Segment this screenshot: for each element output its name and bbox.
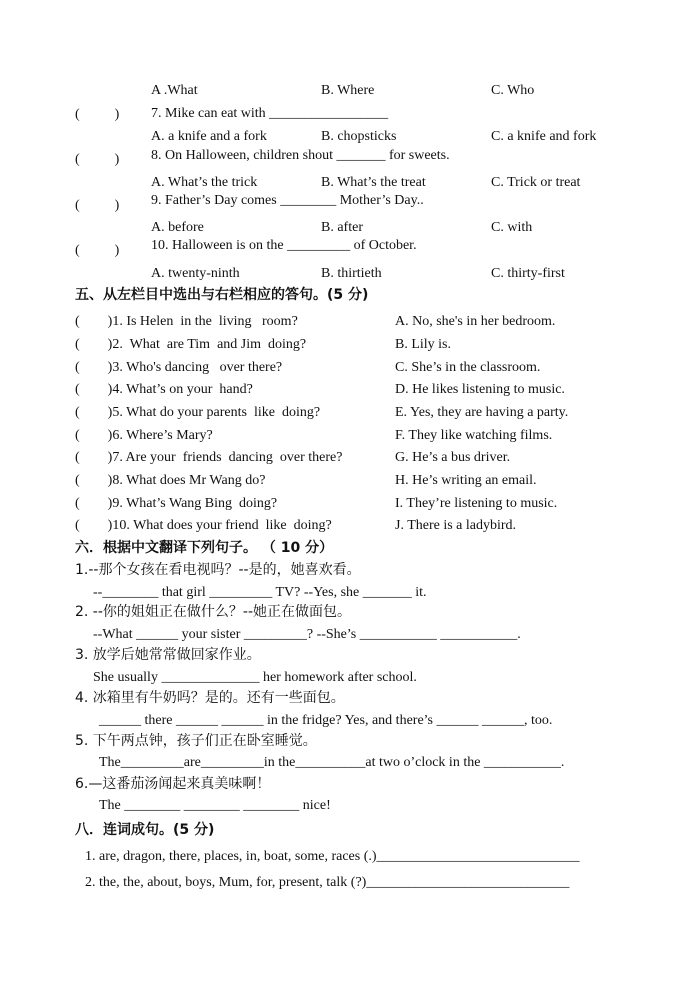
option-a: A. a knife and a fork <box>151 129 267 144</box>
word-order-item: 2. the, the, about, boys, Mum, for, present, talk (?)_____________________________ <box>85 875 570 890</box>
q6-option-a: A .What <box>151 83 198 98</box>
answer-paren: ( ) <box>75 152 120 167</box>
english-blank-line: She usually ______________ her homework after school. <box>93 670 417 685</box>
matching-question: ( )8. What does Mr Wang do? <box>75 473 266 488</box>
chinese-prompt: 4. 冰箱里有牛奶吗？是的。还有一些面包。 <box>75 690 345 706</box>
chinese-prompt: 3. 放学后她常常做回家作业。 <box>75 647 261 663</box>
matching-answer: E. Yes, they are having a party. <box>395 405 569 420</box>
matching-answer: C. She’s in the classroom. <box>395 360 541 375</box>
matching-question: ( )4. What’s on your hand? <box>75 382 253 397</box>
option-c: C. thirty-first <box>491 266 565 281</box>
answer-paren: ( ) <box>75 243 120 258</box>
english-blank-line: --What ______ your sister _________? --She’s ___________ ___________. <box>93 627 521 642</box>
option-a: A. twenty-ninth <box>151 266 240 281</box>
word-order-item: 1. are, dragon, there, places, in, boat, some, races (.)_____________________________ <box>85 849 580 864</box>
matching-answer: G. He’s a bus driver. <box>395 450 511 465</box>
q6-option-b: B. Where <box>321 83 375 98</box>
option-c: C. with <box>491 220 533 235</box>
matching-answer: D. He likes listening to music. <box>395 382 565 397</box>
option-b: B. What’s the treat <box>321 175 426 190</box>
english-blank-line: The_________are_________in the__________at two o’clock in the ___________. <box>99 755 565 770</box>
matching-question: ( )7. Are your friends dancing over there? <box>75 450 343 465</box>
english-blank-line: --________ that girl _________ TV? --Yes, she _______ it. <box>93 585 427 600</box>
answer-paren: ( ) <box>75 198 120 213</box>
matching-answer: F. They like watching films. <box>395 428 553 443</box>
option-c: C. Trick or treat <box>491 175 581 190</box>
section-heading: 六．根据中文翻译下列句子。 （ 10 分） <box>75 540 334 556</box>
matching-answer: H. He’s writing an email. <box>395 473 537 488</box>
question-stem: 9. Father’s Day comes ________ Mother’s Day.. <box>151 193 424 208</box>
question-stem: 8. On Halloween, children shout _______ for sweets. <box>151 148 450 163</box>
section-heading: 五、从左栏目中选出与右栏相应的答句。(5 分) <box>75 287 369 303</box>
option-b: B. thirtieth <box>321 266 382 281</box>
matching-question: ( )10. What does your friend like doing? <box>75 518 332 533</box>
matching-answer: A. No, she's in her bedroom. <box>395 314 556 329</box>
matching-question: ( )9. What’s Wang Bing doing? <box>75 496 278 511</box>
english-blank-line: The ________ ________ ________ nice! <box>99 798 331 813</box>
option-b: B. chopsticks <box>321 129 397 144</box>
matching-question: ( )3. Who's dancing over there? <box>75 360 283 375</box>
chinese-prompt: 1.--那个女孩在看电视吗？--是的，她喜欢看。 <box>75 562 361 578</box>
answer-paren: ( ) <box>75 107 120 122</box>
question-stem: 7. Mike can eat with _________________ <box>151 106 389 121</box>
option-a: A. What’s the trick <box>151 175 258 190</box>
q6-option-c: C. Who <box>491 83 535 98</box>
matching-answer: J. There is a ladybird. <box>395 518 517 533</box>
matching-question: ( )5. What do your parents like doing? <box>75 405 321 420</box>
matching-question: ( )1. Is Helen in the living room? <box>75 314 298 329</box>
english-blank-line: ______ there ______ ______ in the fridge? Yes, and there’s ______ ______, too. <box>99 713 553 728</box>
option-b: B. after <box>321 220 363 235</box>
chinese-prompt: 6.—这番茄汤闻起来真美味啊！ <box>75 776 271 792</box>
chinese-prompt: 5. 下午两点钟，孩子们正在卧室睡觉。 <box>75 733 317 749</box>
matching-question: ( )6. Where’s Mary? <box>75 428 213 443</box>
option-a: A. before <box>151 220 204 235</box>
matching-answer: B. Lily is. <box>395 337 452 352</box>
matching-question: ( )2. What are Tim and Jim doing? <box>75 337 307 352</box>
section-heading: 八．连词成句。(5 分) <box>75 822 215 838</box>
option-c: C. a knife and fork <box>491 129 597 144</box>
chinese-prompt: 2. --你的姐姐正在做什么？--她正在做面包。 <box>75 604 352 620</box>
matching-answer: I. They’re listening to music. <box>395 496 558 511</box>
question-stem: 10. Halloween is on the _________ of October. <box>151 238 417 253</box>
